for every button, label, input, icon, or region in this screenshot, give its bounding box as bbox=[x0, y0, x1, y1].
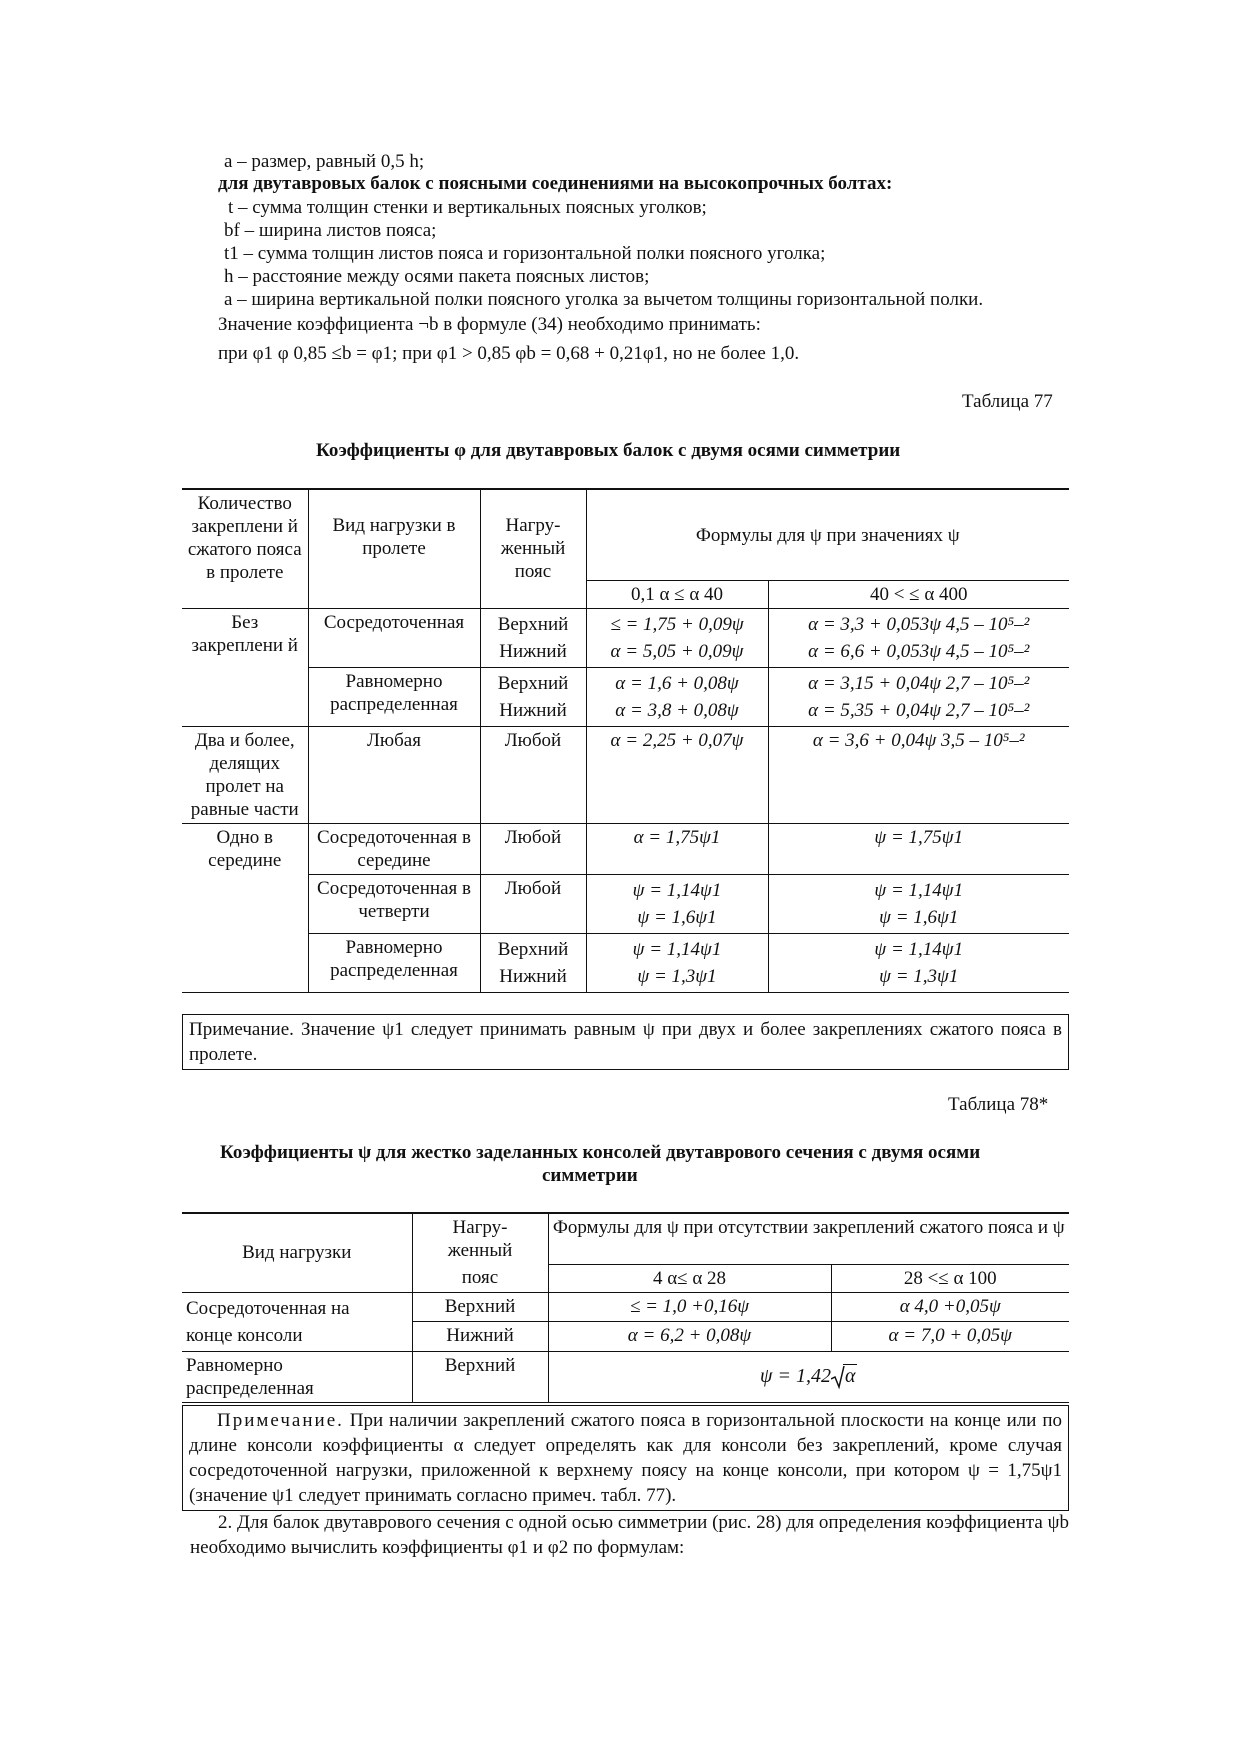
t77-row4-count: Одно в середине bbox=[182, 824, 308, 993]
t77-row6-formula-1: ψ = 1,14ψ1 ψ = 1,3ψ1 bbox=[586, 934, 768, 993]
table78-title-2: симметрии bbox=[542, 1165, 638, 1186]
intro-line-4: bf – ширина листов пояса; bbox=[224, 220, 437, 241]
t77-header-range-1: 0,1 α ≤ α 40 bbox=[586, 581, 768, 609]
t78-row2-formula-1: α = 6,2 + 0,08ψ bbox=[548, 1322, 831, 1352]
t78-header-range-2: 28 <≤ α 100 bbox=[831, 1264, 1069, 1292]
table78-note bbox=[182, 1405, 1069, 1511]
t78-header-load: Вид нагрузки bbox=[182, 1213, 412, 1292]
intro-line-7: a – ширина вертикальной полки поясного уголка за вычетом толщины горизонтальной полки. bbox=[224, 289, 984, 310]
intro-line-5: t1 – сумма толщин листов пояса и горизонтальной полки поясного уголка; bbox=[224, 243, 826, 264]
t77-row2-formula-1: α = 1,6 + 0,08ψ α = 3,8 + 0,08ψ bbox=[586, 668, 768, 727]
intro-line-1: a – размер, равный 0,5 h; bbox=[224, 151, 425, 172]
t78-row1-formula-2: α 4,0 +0,05ψ bbox=[831, 1292, 1069, 1322]
t77-row6-load: Равномерно распределенная bbox=[308, 934, 480, 993]
t78-row3-belt: Верхний bbox=[412, 1351, 548, 1402]
t77-row4-formula-1: α = 1,75ψ1 bbox=[586, 824, 768, 875]
t77-row1-belt: Верхний Нижний bbox=[480, 609, 586, 668]
t78-header-belt-end: пояс bbox=[412, 1264, 548, 1292]
intro-line-6: h – расстояние между осями пакета поясных листов; bbox=[224, 266, 650, 287]
t77-header-count: Количество закреплени й сжатого пояса в пролете bbox=[182, 489, 308, 609]
t77-row1-formula-2: α = 3,3 + 0,053ψ 4,5 – 10⁵–² α = 6,6 + 0,053ψ 4,5 – 10⁵–² bbox=[768, 609, 1069, 668]
t77-header-range-2: 40 < ≤ α 400 bbox=[768, 581, 1069, 609]
t77-row3-formula-2: α = 3,6 + 0,04ψ 3,5 – 10⁵–² bbox=[768, 727, 1069, 824]
t77-row6-formula-2: ψ = 1,14ψ1 ψ = 1,3ψ1 bbox=[768, 934, 1069, 993]
table78-note-head: Примечание. bbox=[217, 1410, 344, 1431]
t78-row3-load: Равномерно распределенная bbox=[182, 1351, 412, 1402]
t77-row6-belt: Верхний Нижний bbox=[480, 934, 586, 993]
t77-header-load: Вид нагрузки в пролете bbox=[308, 489, 480, 609]
t77-row5-formula-1: ψ = 1,14ψ1 ψ = 1,6ψ1 bbox=[586, 875, 768, 934]
t77-row2-formula-2: α = 3,15 + 0,04ψ 2,7 – 10⁵–² α = 5,35 + 0,04ψ 2,7 – 10⁵–² bbox=[768, 668, 1069, 727]
t78-row3-formula: ψ = 1,42 α bbox=[548, 1351, 1069, 1402]
table78 bbox=[182, 1212, 1069, 1403]
t77-row3-load: Любая bbox=[308, 727, 480, 824]
t77-row4-load: Сосредоточенная в середине bbox=[308, 824, 480, 875]
t77-row5-load: Сосредоточенная в четверти bbox=[308, 875, 480, 934]
t77-row1-load: Сосредоточенная bbox=[308, 609, 480, 668]
table77-title: Коэффициенты φ для двутавровых балок с двумя осями симметрии bbox=[316, 440, 901, 461]
t77-header-belt: Нагру-женный пояс bbox=[480, 489, 586, 609]
t77-row2-belt: Верхний Нижний bbox=[480, 668, 586, 727]
table78-title-1: Коэффициенты ψ для жестко заделанных консолей двутаврового сечения с двумя осями bbox=[220, 1142, 981, 1163]
t77-row2-load: Равномерно распределенная bbox=[308, 668, 480, 727]
t77-row5-formula-2: ψ = 1,14ψ1 ψ = 1,6ψ1 bbox=[768, 875, 1069, 934]
t77-row1-formula-1: ≤ = 1,75 + 0,09ψ α = 5,05 + 0,09ψ bbox=[586, 609, 768, 668]
t77-row4-belt: Любой bbox=[480, 824, 586, 875]
t78-header-formulas: Формулы для ψ при отсутствии закреплений сжатого пояса и ψ bbox=[548, 1213, 1069, 1264]
sqrt-icon bbox=[831, 1365, 845, 1389]
t77-row1-count: Без закреплени й bbox=[182, 609, 308, 727]
t77-row5-belt: Любой bbox=[480, 875, 586, 934]
t78-header-range-1: 4 α≤ α 28 bbox=[548, 1264, 831, 1292]
intro-line-8: Значение коэффициента ¬b в формуле (34) необходимо принимать: bbox=[218, 314, 761, 335]
t77-header-formulas: Формулы для ψ при значениях ψ bbox=[586, 489, 1069, 581]
intro-heading: для двутавровых балок с поясными соединениями на высокопрочных болтах: bbox=[218, 173, 893, 194]
t77-row3-belt: Любой bbox=[480, 727, 586, 824]
t77-row4-formula-2: ψ = 1,75ψ1 bbox=[768, 824, 1069, 875]
table78-label: Таблица 78* bbox=[948, 1094, 1049, 1115]
t78-row1-belt: Верхний bbox=[412, 1292, 548, 1322]
table77-note: Примечание. Значение ψ1 следует принимать равным ψ при двух и более закреплениях сжатого пояса в пролете. bbox=[182, 1014, 1069, 1070]
t77-row3-count: Два и более, делящих пролет на равные части bbox=[182, 727, 308, 824]
t78-row1-load: Сосредоточенная на конце консоли bbox=[182, 1292, 412, 1351]
intro-line-9: при φ1 φ 0,85 ≤b = φ1; при φ1 > 0,85 φb = 0,68 + 0,21φ1, но не более 1,0. bbox=[218, 343, 800, 364]
table77-label: Таблица 77 bbox=[962, 391, 1053, 412]
t77-row3-formula-1: α = 2,25 + 0,07ψ bbox=[586, 727, 768, 824]
table78-note-body: При наличии закреплений сжатого пояса в горизонтальной плоскости на конце или по длине консоли коэффициенты α следует определять как для консоли без закреплений, кроме случая сосредоточенной нагрузки, приложенной к верхнему поясу на конце консоли, при котором ψ = 1,75ψ1 (значение ψ1 следует принимать согласно примеч. табл. 77). bbox=[189, 1410, 1062, 1506]
t78-row1-formula-1: ≤ = 1,0 +0,16ψ bbox=[548, 1292, 831, 1322]
t78-row2-belt: Нижний bbox=[412, 1322, 548, 1352]
t78-header-belt: Нагру- женный bbox=[412, 1213, 548, 1264]
table77 bbox=[182, 488, 1069, 993]
intro-line-3: t – сумма толщин стенки и вертикальных поясных уголков; bbox=[228, 197, 707, 218]
closing-paragraph: 2. Для балок двутаврового сечения с одной осью симметрии (рис. 28) для определения коэффициента ψb необходимо вычислить коэффициенты φ1 и φ2 по формулам: bbox=[190, 1512, 1069, 1558]
t78-row2-formula-2: α = 7,0 + 0,05ψ bbox=[831, 1322, 1069, 1352]
